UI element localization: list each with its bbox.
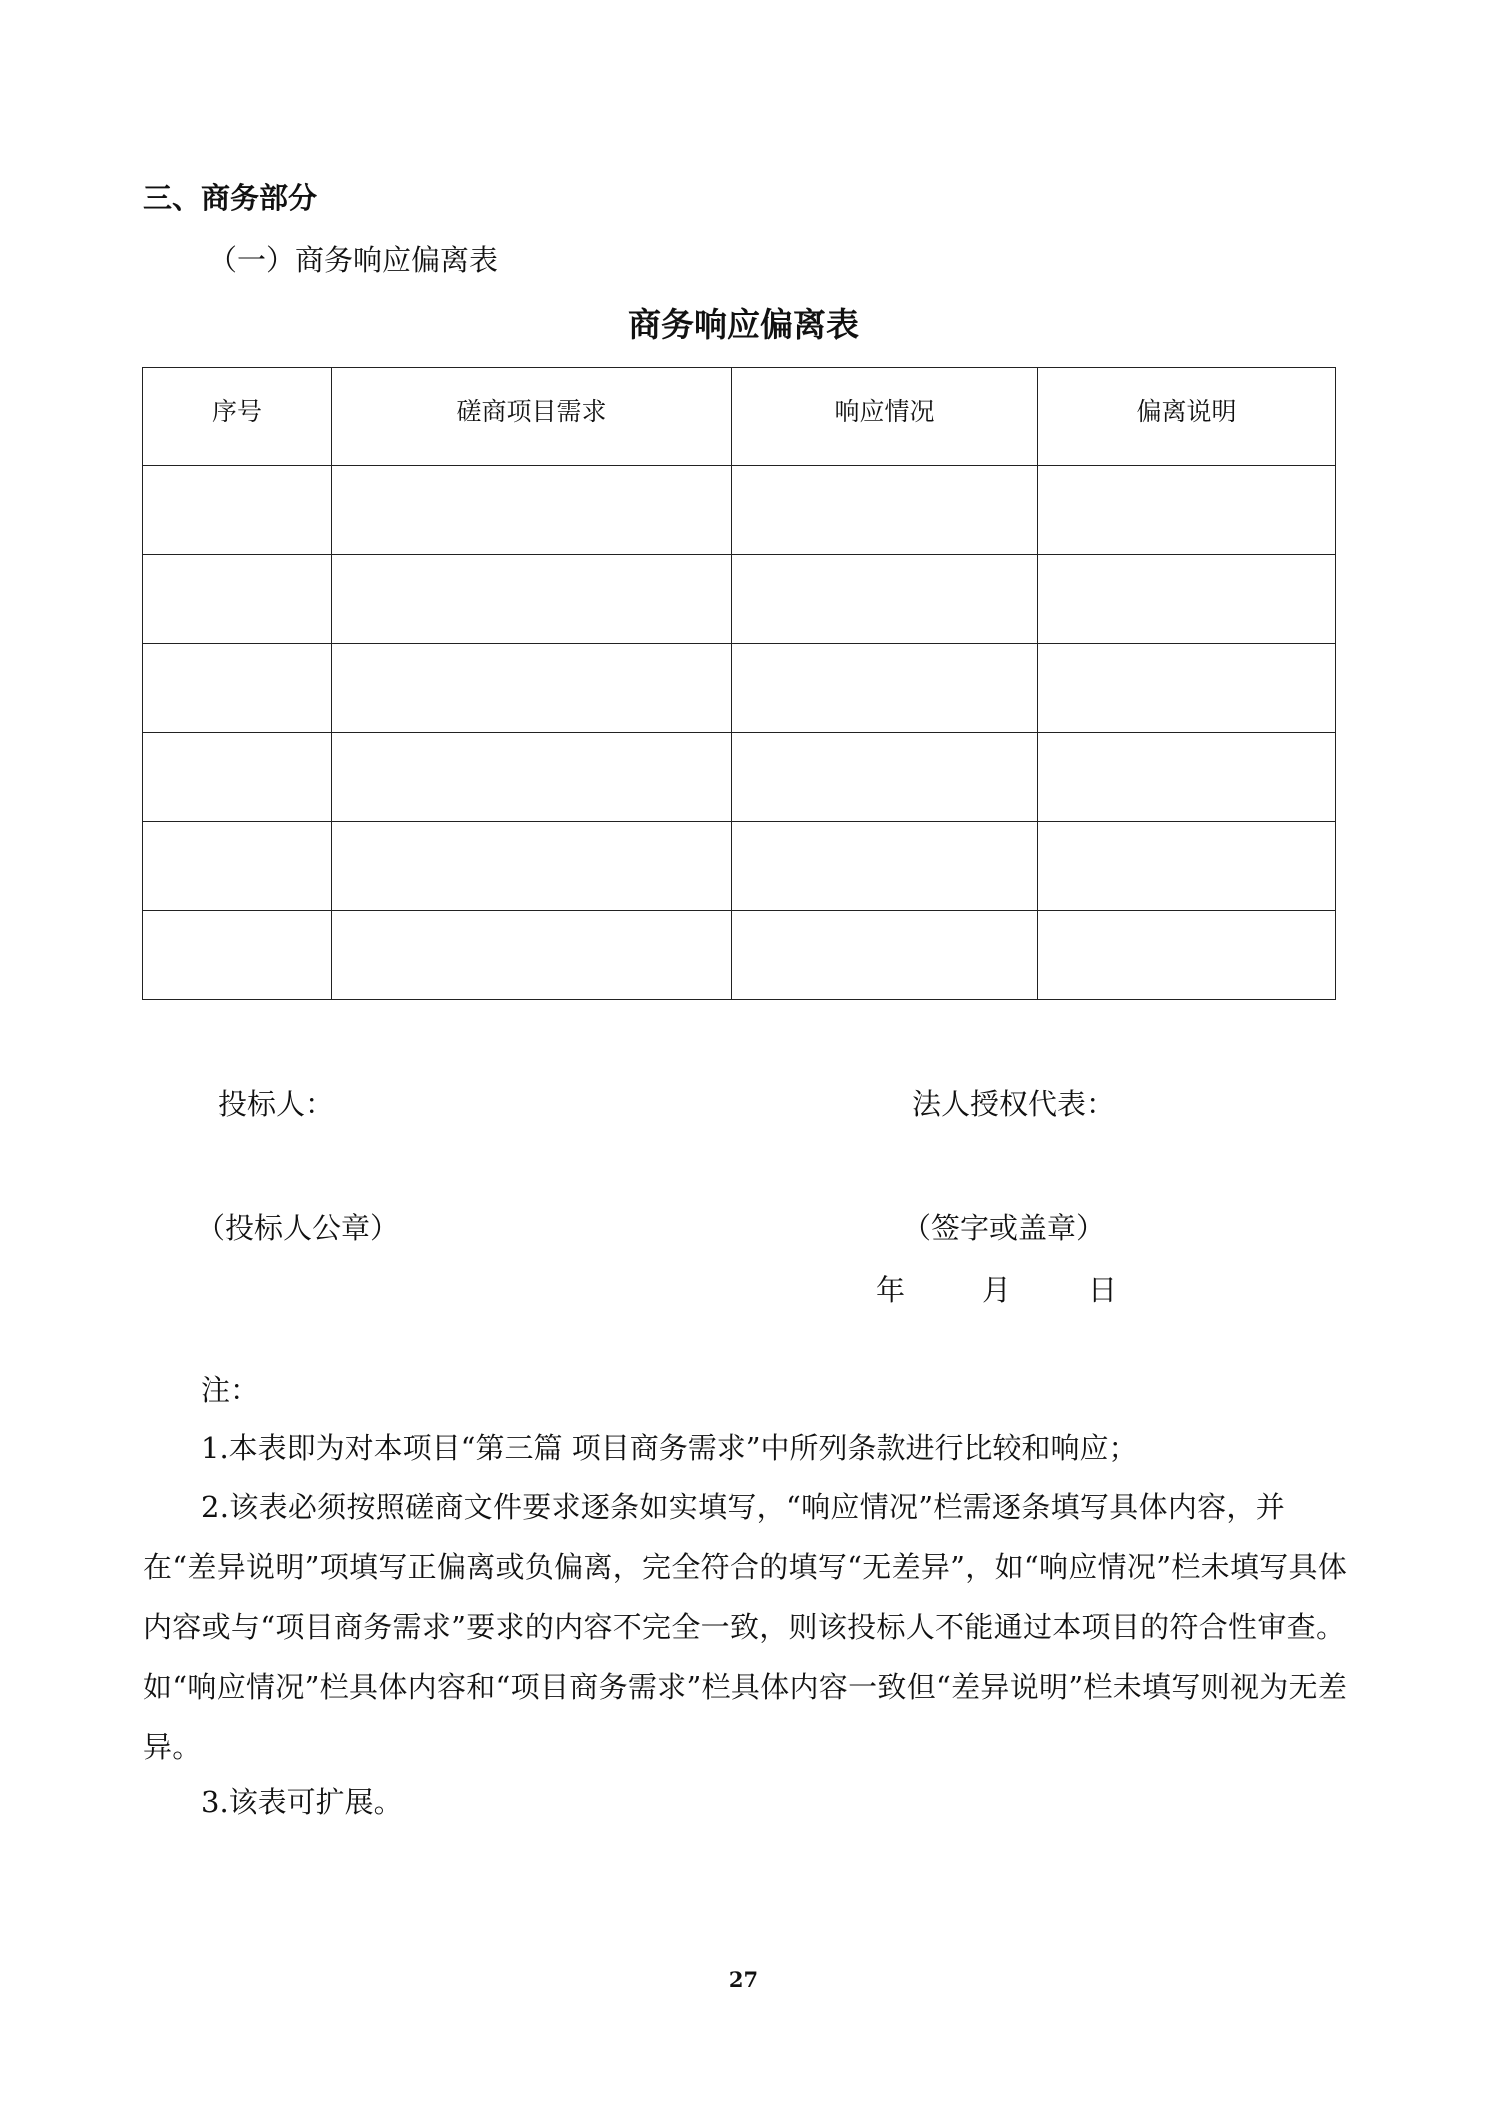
sub-heading: （一）商务响应偏离表 [208, 243, 499, 277]
table-cell[interactable] [143, 911, 332, 1000]
date-year: 年 [876, 1273, 906, 1307]
column-header-deviation: 偏离说明 [1038, 368, 1336, 466]
table-cell[interactable] [1038, 822, 1336, 911]
section-heading: 三、商务部分 [143, 181, 318, 215]
date-month: 月 [982, 1273, 1012, 1307]
table-cell[interactable] [143, 822, 332, 911]
legal-rep-label: 法人授权代表： [912, 1087, 1116, 1121]
table-cell[interactable] [143, 466, 332, 555]
table-cell[interactable] [332, 644, 732, 733]
table-cell[interactable] [332, 822, 732, 911]
table-cell[interactable] [143, 733, 332, 822]
table-cell[interactable] [143, 644, 332, 733]
table-cell[interactable] [143, 555, 332, 644]
table-cell[interactable] [1038, 466, 1336, 555]
date-day: 日 [1088, 1273, 1118, 1307]
table-cell[interactable] [732, 822, 1038, 911]
column-header-index: 序号 [143, 368, 332, 466]
table-cell[interactable] [1038, 555, 1336, 644]
column-header-response: 响应情况 [732, 368, 1038, 466]
table-cell[interactable] [732, 911, 1038, 1000]
note-item-2: 2.该表必须按照磋商文件要求逐条如实填写，“响应情况”栏需逐条填写具体内容，并在“差异说明”项填写正偏离或负偏离，完全符合的填写“无差异”，如“响应情况”栏未填写具体内容或与“项目商务需求”要求的内容不完全一致，则该投标人不能通过本项目的符合性审查。如“响应情况”栏具体内容和“项目商务需求”栏具体内容一致但“差异说明”栏未填写则视为无差异。 [143, 1490, 1348, 1764]
table-cell[interactable] [732, 555, 1038, 644]
note-item-3: 3.该表可扩展。 [201, 1785, 403, 1819]
notes-heading: 注： [201, 1373, 260, 1407]
table-cell[interactable] [1038, 644, 1336, 733]
table-cell[interactable] [1038, 733, 1336, 822]
table-header-row [143, 368, 1336, 466]
deviation-table [142, 367, 1336, 1000]
table-cell[interactable] [332, 466, 732, 555]
table-row [143, 733, 1336, 822]
table-row [143, 911, 1336, 1000]
table-row [143, 466, 1336, 555]
table-cell[interactable] [332, 911, 732, 1000]
table-row [143, 555, 1336, 644]
table-row [143, 644, 1336, 733]
page-number: 27 [728, 1967, 759, 1992]
bidder-seal-label: （投标人公章） [196, 1211, 400, 1245]
table-cell[interactable] [732, 733, 1038, 822]
bidder-label: 投标人： [218, 1087, 335, 1121]
note-item-1: 1.本表即为对本项目“第三篇 项目商务需求”中所列条款进行比较和响应； [201, 1431, 1138, 1465]
table-cell[interactable] [1038, 911, 1336, 1000]
column-header-requirement: 磋商项目需求 [332, 368, 732, 466]
table-title: 商务响应偏离表 [628, 305, 859, 344]
legal-rep-sign-label: （签字或盖章） [902, 1211, 1106, 1245]
table-row [143, 822, 1336, 911]
table-cell[interactable] [332, 555, 732, 644]
table-cell[interactable] [732, 466, 1038, 555]
table-cell[interactable] [732, 644, 1038, 733]
table-cell[interactable] [332, 733, 732, 822]
